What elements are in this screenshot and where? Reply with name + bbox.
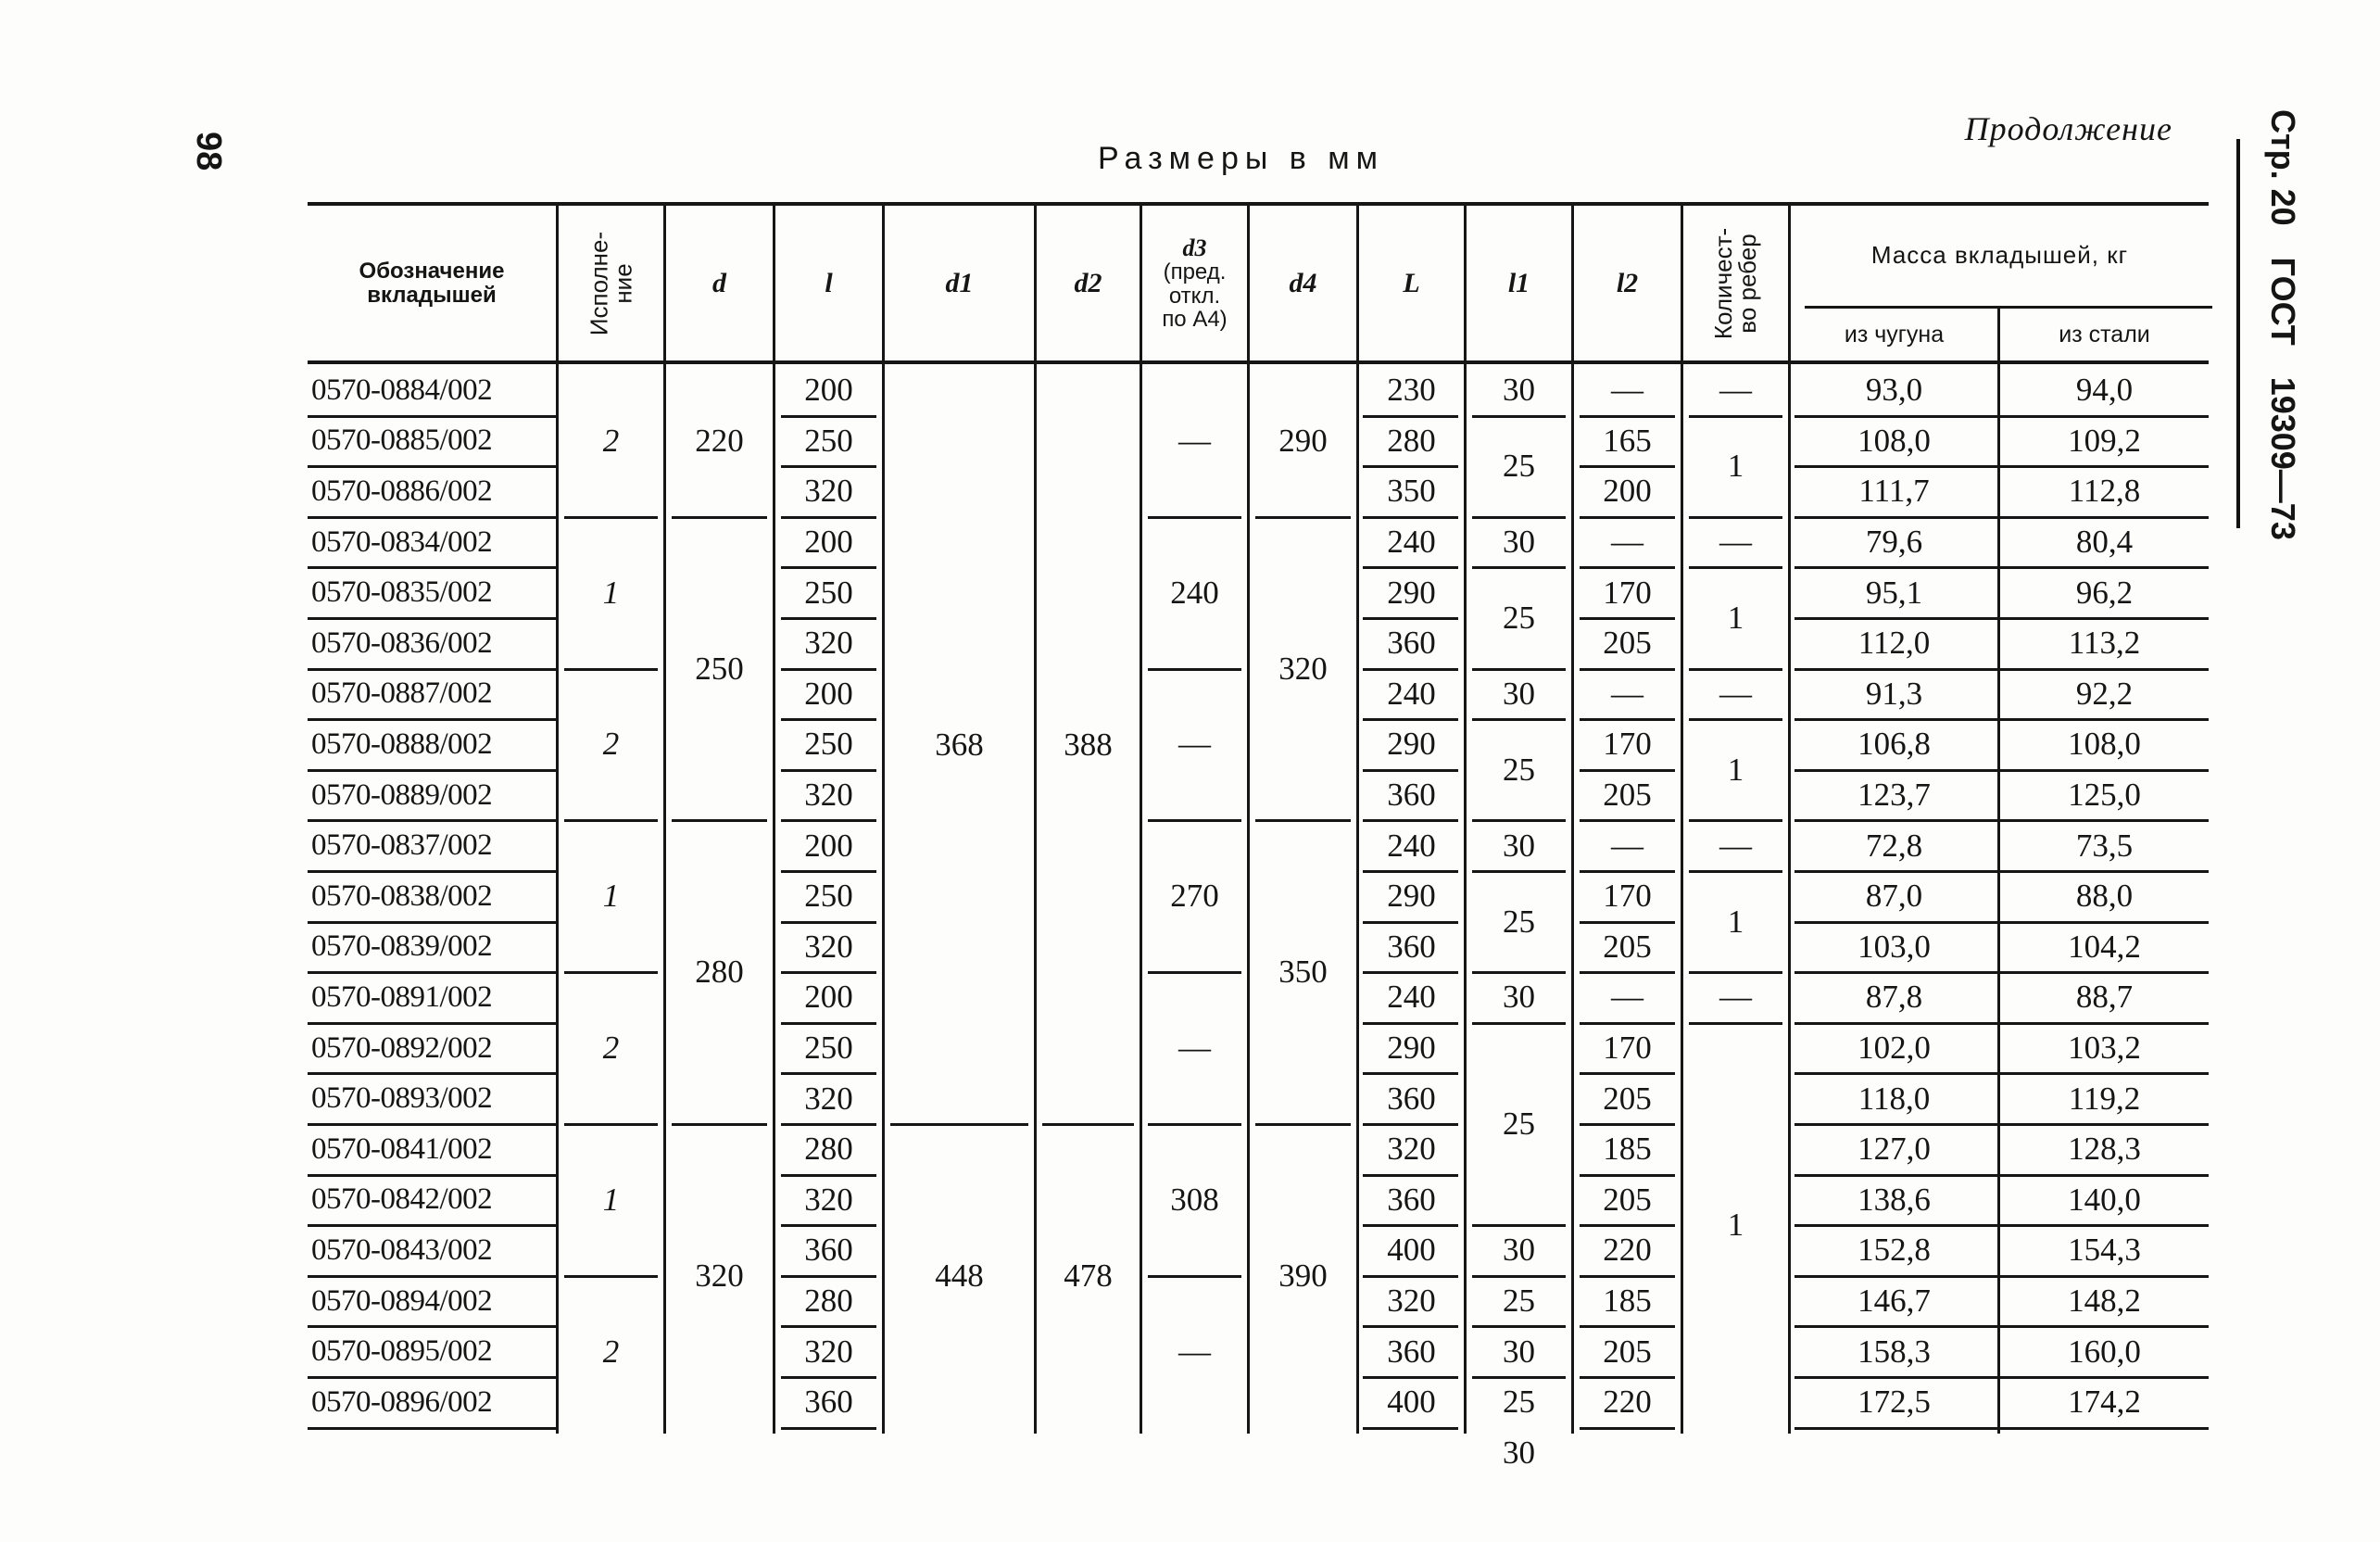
length-l-cell: 280 <box>804 1131 853 1168</box>
length-l1-cell: 25 <box>1503 448 1535 485</box>
length-l2-cell: 205 <box>1603 1333 1652 1370</box>
header-d3-note-1: (пред. <box>1163 259 1227 285</box>
ribs-count-cell: — <box>1719 979 1752 1016</box>
mass-cast-iron-cell: 118,0 <box>1857 1080 1931 1117</box>
length-l2-cell: 205 <box>1603 777 1652 814</box>
mass-steel-cell: 80,4 <box>2075 524 2134 561</box>
units-caption: Размеры в мм <box>1098 141 1385 176</box>
length-l1-cell: 30 <box>1503 1333 1535 1370</box>
designation-cell: 0570-0891/002 <box>311 980 493 1014</box>
length-l1-cell: 25 <box>1503 903 1535 940</box>
diameter-d1-cell: 448 <box>935 1257 984 1294</box>
page-number: 98 <box>189 132 228 171</box>
mass-cast-iron-cell: 87,8 <box>1865 979 1923 1016</box>
mass-steel-cell: 113,2 <box>2068 625 2141 662</box>
diameter-d3-cell: — <box>1178 1333 1211 1370</box>
length-l-cell: 320 <box>804 1080 853 1117</box>
table-bottom-rule <box>1794 1427 2209 1430</box>
length-l-cell: 250 <box>804 1030 853 1067</box>
mass-cast-iron-cell: 103,0 <box>1857 928 1931 965</box>
mass-cast-iron-cell: 87,0 <box>1865 878 1923 915</box>
designation-cell: 0570-0888/002 <box>311 727 493 761</box>
mass-cast-iron-cell: 158,3 <box>1857 1333 1931 1370</box>
mass-steel-cell: 140,0 <box>2068 1181 2141 1218</box>
designation-cell: 0570-0896/002 <box>311 1384 493 1419</box>
length-l2-cell: 200 <box>1603 473 1652 510</box>
length-l1-cell: 30 <box>1503 827 1535 864</box>
length-l1-cell: 25 <box>1503 1384 1535 1421</box>
diameter-d4-cell: 290 <box>1278 422 1328 459</box>
mass-steel-cell: 94,0 <box>2075 372 2134 409</box>
header-d1: d1 <box>945 267 974 298</box>
length-L-cell: 350 <box>1387 473 1436 510</box>
designation-cell: 0570-0885/002 <box>311 423 493 458</box>
designation-cell: 0570-0889/002 <box>311 777 493 812</box>
diameter-d3-cell: — <box>1178 1030 1211 1067</box>
mass-steel-cell: 92,2 <box>2075 675 2134 712</box>
mass-cast-iron-cell: 152,8 <box>1857 1232 1931 1269</box>
mass-cast-iron-cell: 127,0 <box>1857 1131 1931 1168</box>
diameter-d-cell: 320 <box>695 1257 744 1294</box>
length-L-cell: 290 <box>1387 1030 1436 1067</box>
row-rule <box>1363 1427 1458 1430</box>
length-l-cell: 360 <box>804 1384 853 1421</box>
ribs-count-cell: 1 <box>1727 1207 1744 1244</box>
mass-steel-cell: 88,7 <box>2075 979 2134 1016</box>
length-L-cell: 360 <box>1387 1181 1436 1218</box>
side-header-standard: ГОСТ <box>2264 257 2302 346</box>
length-l1-cell: 30 <box>1503 979 1535 1016</box>
mass-cast-iron-cell: 106,8 <box>1857 726 1931 763</box>
length-L-cell: 360 <box>1387 1080 1436 1117</box>
length-L-cell: 240 <box>1387 524 1436 561</box>
length-l-cell: 200 <box>804 827 853 864</box>
designation-cell: 0570-0843/002 <box>311 1232 493 1267</box>
length-l-cell: 280 <box>804 1283 853 1320</box>
designation-cell: 0570-0842/002 <box>311 1182 493 1217</box>
designation-rule <box>308 1427 556 1430</box>
length-l-cell: 250 <box>804 574 853 611</box>
designation-cell: 0570-0834/002 <box>311 525 493 559</box>
mass-cast-iron-cell: 111,7 <box>1858 473 1930 510</box>
ribs-count-cell: — <box>1719 827 1752 864</box>
diameter-d3-cell: — <box>1178 422 1211 459</box>
length-l2-cell: 185 <box>1603 1131 1652 1168</box>
length-l2-cell: 205 <box>1603 928 1652 965</box>
mass-cast-iron-cell: 138,6 <box>1857 1181 1931 1218</box>
header-version: Исполне-ние <box>585 231 637 335</box>
length-l-cell: 250 <box>804 878 853 915</box>
length-l2-cell: — <box>1611 372 1643 409</box>
length-l1-cell: 25 <box>1503 1283 1535 1320</box>
diameter-d-cell: 220 <box>695 422 744 459</box>
version-cell: 2 <box>602 422 620 459</box>
length-l1-cell: 25 <box>1503 599 1535 636</box>
length-l2-cell: — <box>1611 827 1643 864</box>
length-l2-cell: 185 <box>1603 1283 1652 1320</box>
length-L-cell: 280 <box>1387 422 1436 459</box>
mass-cast-iron-cell: 146,7 <box>1857 1283 1931 1320</box>
designation-cell: 0570-0894/002 <box>311 1283 493 1318</box>
version-cell: 2 <box>602 726 620 763</box>
length-l2-cell: 170 <box>1603 726 1652 763</box>
length-l-cell: 200 <box>804 979 853 1016</box>
length-l2-cell: — <box>1611 979 1643 1016</box>
length-l-cell: 320 <box>804 777 853 814</box>
mass-cast-iron-cell: 108,0 <box>1857 422 1931 459</box>
diameter-d3-cell: 240 <box>1170 574 1219 611</box>
mass-cast-iron-cell: 72,8 <box>1865 827 1923 864</box>
header-L: L <box>1403 267 1420 298</box>
length-l1-cell: 25 <box>1503 1105 1535 1142</box>
mass-cast-iron-cell: 79,6 <box>1865 524 1923 561</box>
ribs-count-cell: 1 <box>1727 903 1744 940</box>
header-d3 <box>1142 206 1247 360</box>
header-d4: d4 <box>1289 267 1317 298</box>
length-L-cell: 290 <box>1387 574 1436 611</box>
length-l1-cell: 30 <box>1503 675 1535 712</box>
header-mass: Масса вкладышей, кг <box>1870 241 2129 270</box>
header-l: l <box>825 267 833 298</box>
mass-steel-cell: 109,2 <box>2068 422 2141 459</box>
header-l2: l2 <box>1616 267 1639 298</box>
diameter-d2-cell: 478 <box>1064 1257 1113 1294</box>
side-header <box>2263 109 2302 540</box>
header-ribs: Количест-во ребер <box>1709 227 1762 339</box>
side-header-number: 19309—73 <box>2264 376 2302 540</box>
length-L-cell: 240 <box>1387 827 1436 864</box>
length-L-cell: 230 <box>1387 372 1436 409</box>
length-L-cell: 360 <box>1387 777 1436 814</box>
mass-steel-cell: 88,0 <box>2075 878 2134 915</box>
mass-cast-iron-cell: 102,0 <box>1857 1030 1931 1067</box>
ribs-count-cell: 1 <box>1727 751 1744 788</box>
header-d3-symbol: d3 <box>1182 234 1207 262</box>
mass-steel-cell: 174,2 <box>2068 1384 2141 1421</box>
designation-cell: 0570-0836/002 <box>311 626 493 660</box>
mass-cast-iron-cell: 95,1 <box>1865 574 1923 611</box>
length-l2-cell: 205 <box>1603 625 1652 662</box>
diameter-d4-cell: 320 <box>1278 650 1328 687</box>
length-L-cell: 290 <box>1387 878 1436 915</box>
designation-cell: 0570-0884/002 <box>311 373 493 407</box>
ribs-count-cell: 1 <box>1727 599 1744 636</box>
header-mass-steel: из стали <box>2059 321 2150 348</box>
header-mass-cast-iron: из чугуна <box>1844 321 1945 348</box>
length-L-cell: 400 <box>1387 1232 1436 1269</box>
diameter-d3-cell: 308 <box>1170 1181 1219 1218</box>
diameter-d2-cell: 388 <box>1064 726 1113 763</box>
ribs-count-cell: — <box>1719 372 1752 409</box>
mass-steel-cell: 125,0 <box>2068 777 2141 814</box>
length-l-cell: 320 <box>804 1181 853 1218</box>
length-l2-cell: 165 <box>1603 422 1652 459</box>
designation-cell: 0570-0893/002 <box>311 1081 493 1116</box>
header-bottom-rule <box>308 360 2209 364</box>
length-L-cell: 400 <box>1387 1384 1436 1421</box>
length-L-cell: 360 <box>1387 928 1436 965</box>
length-l2-cell: 170 <box>1603 878 1652 915</box>
length-L-cell: 320 <box>1387 1131 1436 1168</box>
length-l-cell: 320 <box>804 473 853 510</box>
version-cell: 1 <box>602 1181 620 1218</box>
diameter-d-cell: 280 <box>695 954 744 991</box>
mass-steel-cell: 160,0 <box>2068 1333 2141 1370</box>
mass-cast-iron-cell: 123,7 <box>1857 777 1931 814</box>
diameter-d1-cell: 368 <box>935 726 984 763</box>
length-l2-cell: 220 <box>1603 1232 1652 1269</box>
designation-cell: 0570-0835/002 <box>311 575 493 610</box>
mass-cast-iron-cell: 93,0 <box>1865 372 1923 409</box>
length-l-cell: 200 <box>804 524 853 561</box>
mass-cast-iron-cell: 112,0 <box>1857 625 1931 662</box>
length-l1-cell: 30 <box>1503 1232 1535 1269</box>
side-rule <box>2236 139 2240 528</box>
designation-cell: 0570-0839/002 <box>311 929 493 964</box>
length-l-cell: 360 <box>804 1232 853 1269</box>
designation-cell: 0570-0841/002 <box>311 1131 493 1166</box>
continuation-label: Продолжение <box>1964 110 2172 147</box>
mass-cast-iron-cell: 172,5 <box>1857 1384 1931 1421</box>
version-cell: 2 <box>602 1333 620 1370</box>
designation-cell: 0570-0837/002 <box>311 828 493 863</box>
ribs-count-cell: — <box>1719 524 1752 561</box>
length-l1-cell: 30 <box>1503 524 1535 561</box>
length-l-cell: 200 <box>804 372 853 409</box>
length-l2-cell: 205 <box>1603 1181 1652 1218</box>
mass-steel-cell: 96,2 <box>2075 574 2134 611</box>
length-l1-cell: 30 <box>1503 372 1535 409</box>
header-d3-note-2: откл. <box>1168 283 1221 309</box>
length-l2-cell: 170 <box>1603 1030 1652 1067</box>
row-rule <box>1580 1427 1675 1430</box>
length-L-cell: 360 <box>1387 625 1436 662</box>
diameter-d3-cell: — <box>1178 726 1211 763</box>
designation-cell: 0570-0886/002 <box>311 474 493 508</box>
ribs-count-cell: — <box>1719 675 1752 712</box>
mass-steel-cell: 154,3 <box>2068 1232 2141 1269</box>
length-l-cell: 200 <box>804 675 853 712</box>
designation-cell: 0570-0838/002 <box>311 878 493 913</box>
length-l2-cell: — <box>1611 675 1643 712</box>
mass-steel-cell: 103,2 <box>2068 1030 2141 1067</box>
length-l-cell: 250 <box>804 726 853 763</box>
length-l1-cell: 25 <box>1503 751 1535 788</box>
length-l2-cell: 205 <box>1603 1080 1652 1117</box>
ribs-count-cell: 1 <box>1727 448 1744 485</box>
mass-steel-cell: 128,3 <box>2068 1131 2141 1168</box>
mass-steel-cell: 108,0 <box>2068 726 2141 763</box>
diameter-d4-cell: 350 <box>1278 954 1328 991</box>
header-d3-note-3: по A4) <box>1162 306 1228 332</box>
length-L-cell: 240 <box>1387 675 1436 712</box>
mass-steel-cell: 148,2 <box>2068 1283 2141 1320</box>
length-l-cell: 320 <box>804 1333 853 1370</box>
diameter-d3-cell: 270 <box>1170 878 1219 915</box>
mass-steel-cell: 112,8 <box>2068 473 2141 510</box>
header-designation: Обозначение вкладышей <box>359 259 505 308</box>
header-d2: d2 <box>1074 267 1102 298</box>
length-L-cell: 320 <box>1387 1283 1436 1320</box>
length-l-cell: 320 <box>804 928 853 965</box>
length-l-cell: 250 <box>804 422 853 459</box>
length-l-cell: 320 <box>804 625 853 662</box>
mass-steel-cell: 104,2 <box>2068 928 2141 965</box>
length-l2-cell: 170 <box>1603 574 1652 611</box>
designation-cell: 0570-0887/002 <box>311 676 493 711</box>
version-cell: 1 <box>602 574 620 611</box>
length-l1-cell: 30 <box>1503 1434 1535 1471</box>
mass-steel-cell: 119,2 <box>2068 1080 2141 1117</box>
side-header-page: Стр. 20 <box>2264 109 2302 226</box>
mass-cast-iron-cell: 91,3 <box>1865 675 1923 712</box>
version-cell: 2 <box>602 1030 620 1067</box>
designation-cell: 0570-0892/002 <box>311 1030 493 1065</box>
length-L-cell: 360 <box>1387 1333 1436 1370</box>
diameter-d4-cell: 390 <box>1278 1257 1328 1294</box>
mass-steel-cell: 73,5 <box>2075 827 2134 864</box>
diameter-d-cell: 250 <box>695 650 744 687</box>
row-rule <box>781 1427 876 1430</box>
length-L-cell: 240 <box>1387 979 1436 1016</box>
version-cell: 1 <box>602 878 620 915</box>
designation-cell: 0570-0895/002 <box>311 1334 493 1369</box>
length-l2-cell: — <box>1611 524 1643 561</box>
length-l2-cell: 220 <box>1603 1384 1652 1421</box>
header-l1: l1 <box>1507 267 1530 298</box>
length-L-cell: 290 <box>1387 726 1436 763</box>
header-d: d <box>712 267 726 298</box>
